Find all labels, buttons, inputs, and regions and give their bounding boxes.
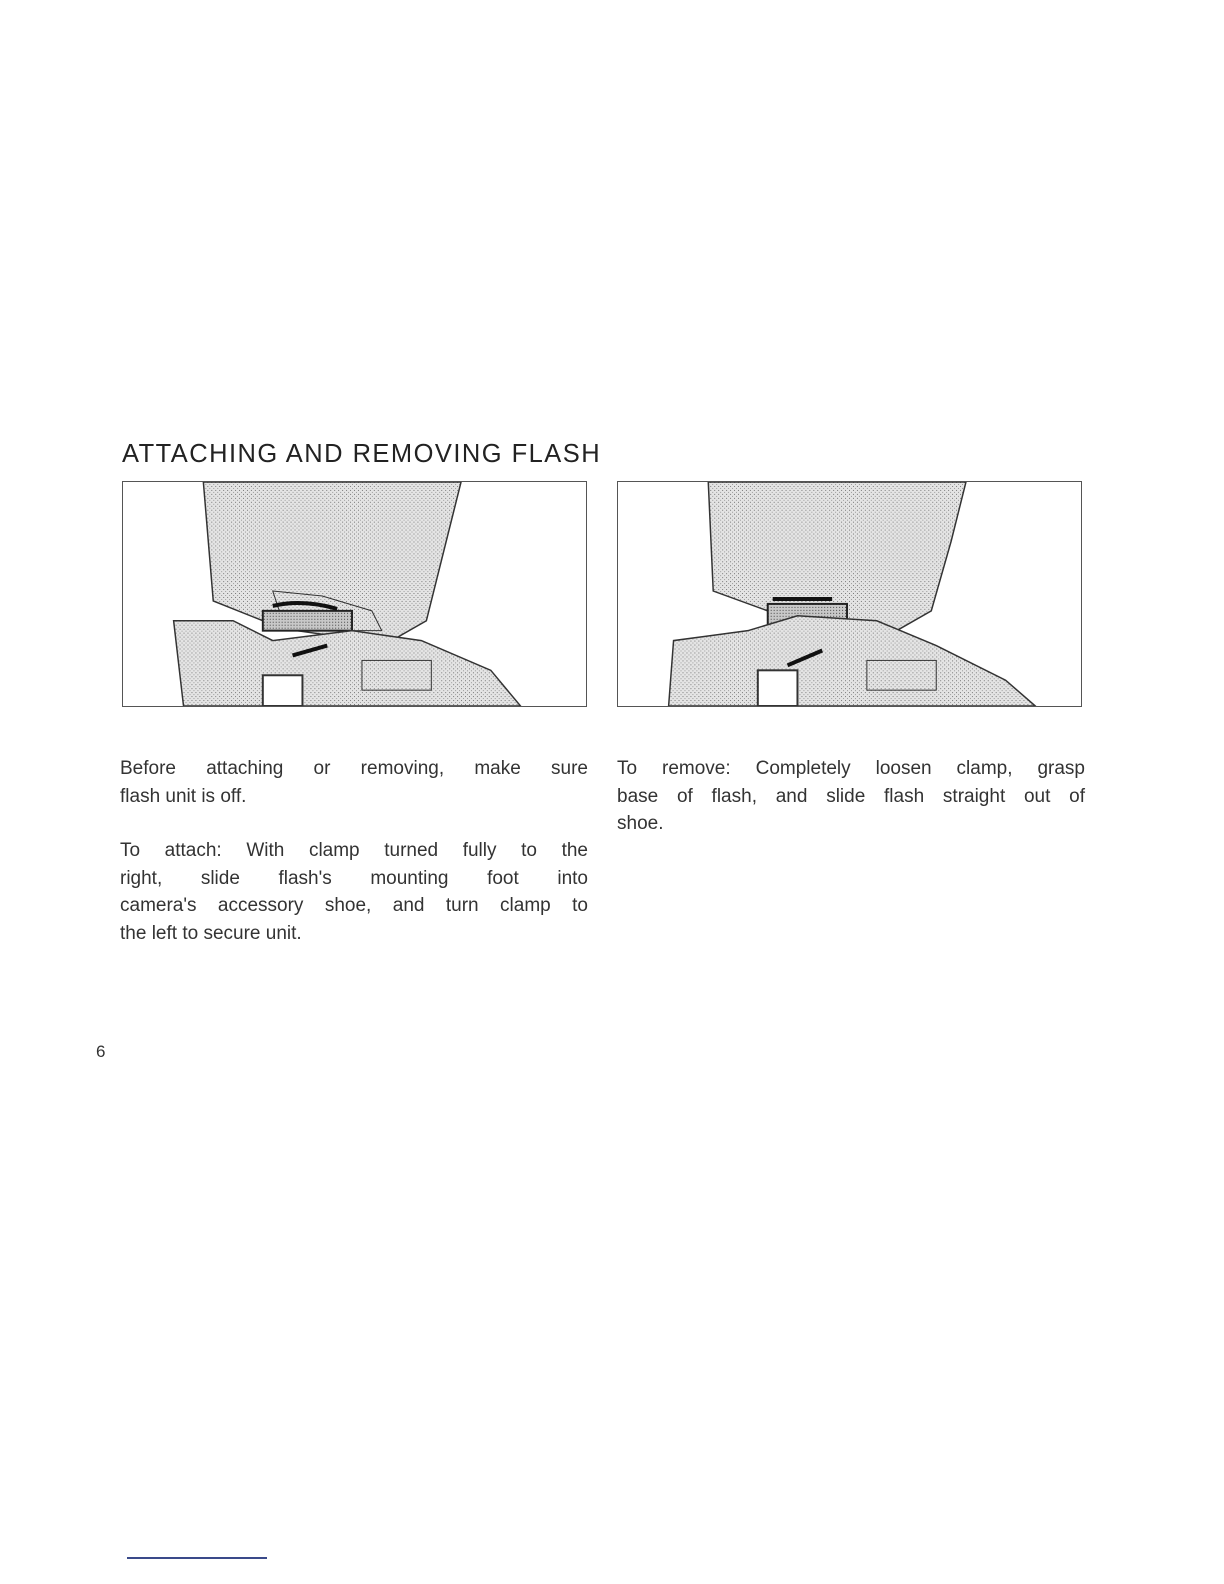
flash-camera-drawing bbox=[123, 482, 586, 706]
text-line: base of flash, and slide flash straight out of bbox=[617, 785, 1085, 807]
text-line: camera's accessory shoe, and turn clamp to bbox=[120, 895, 588, 916]
remove-instructions-paragraph bbox=[617, 755, 1085, 838]
left-column bbox=[120, 755, 588, 947]
text-line: To remove: Completely loosen clamp, grasp bbox=[617, 758, 1085, 779]
text-line: right, slide flash's mounting foot into bbox=[120, 867, 588, 889]
safety-note-paragraph bbox=[120, 755, 588, 810]
text-line: shoe. bbox=[617, 813, 664, 834]
text-line: Before attaching or removing, make sure bbox=[120, 758, 588, 779]
right-column bbox=[617, 755, 1085, 838]
page-title: ATTACHING AND REMOVING FLASH bbox=[122, 438, 602, 468]
remove-illustration bbox=[617, 481, 1082, 707]
attach-instructions-paragraph bbox=[120, 837, 588, 947]
text-line: the left to secure unit. bbox=[120, 922, 302, 944]
attach-illustration bbox=[122, 481, 587, 707]
flash-camera-drawing bbox=[618, 482, 1081, 706]
footer-rule bbox=[127, 1557, 267, 1559]
text-line: To attach: With clamp turned fully to the bbox=[120, 840, 588, 861]
page-number: 6 bbox=[96, 1042, 106, 1061]
text-line: flash unit is off. bbox=[120, 785, 247, 807]
